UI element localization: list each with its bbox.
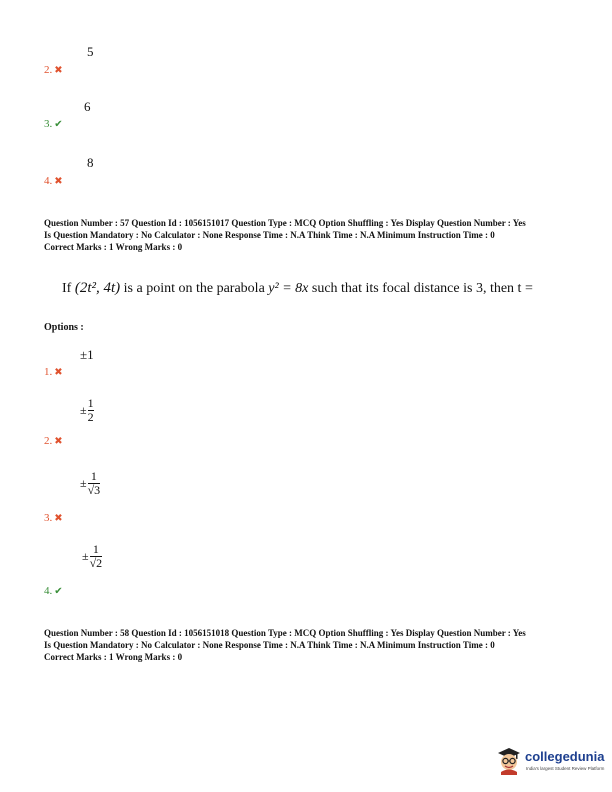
option-number-label: 4. [44, 585, 53, 597]
plus-minus: ± [80, 403, 87, 417]
option-value [80, 397, 94, 424]
marks-line: Correct Marks : 1 Wrong Marks : 0 [44, 242, 183, 252]
question-mid: is a point on the parabola [123, 281, 265, 296]
numerator: 1 [90, 469, 97, 483]
question-meta [44, 217, 584, 253]
option-number-label: 3. [44, 118, 53, 130]
fraction [88, 470, 101, 497]
question-equation: y² = 8x [268, 281, 309, 296]
option-value [82, 543, 102, 570]
denominator: √3 [87, 483, 101, 497]
numerator: 1 [92, 542, 99, 556]
collegedunia-logo [494, 743, 608, 779]
brand-name: collegedunia [525, 749, 605, 764]
question-point: (2t², 4t) [74, 280, 121, 296]
numerator: 1 [87, 396, 94, 410]
plus-minus: ± [80, 347, 88, 362]
cross-icon: ✖ [54, 513, 63, 524]
denominator: √2 [89, 556, 103, 570]
option-value: 5 [87, 44, 94, 59]
fraction [88, 397, 94, 424]
check-icon: ✔ [54, 586, 63, 597]
meta-line-1: Question Number : 58 Question Id : 1056151018 Question Type : MCQ Option Shuffling : Yes Display Question Number : Yes [44, 628, 526, 638]
plus-minus: ± [82, 549, 89, 563]
option-value [80, 470, 100, 497]
option-number [44, 512, 63, 524]
option-number [44, 118, 63, 130]
option-value: 8 [87, 155, 94, 170]
question-text [62, 280, 533, 297]
option-number [44, 366, 63, 378]
question-suffix: such that its focal distance is 3, then t = [311, 281, 533, 296]
option-number-label: 1. [44, 366, 53, 378]
options-label: Options : [44, 322, 84, 333]
mascot-icon [494, 745, 524, 775]
denominator: 2 [87, 410, 94, 424]
brand-tagline: India's largest Student Review Platform [526, 766, 605, 771]
fraction [90, 543, 103, 570]
option-number [44, 585, 63, 597]
meta-line-2: Is Question Mandatory : No Calculator : None Response Time : N.A Think Time : N.A Minimum Instruction Time : 0 [44, 640, 495, 650]
option-main: 1 [87, 347, 94, 362]
option-value: 6 [84, 99, 91, 114]
cross-icon: ✖ [54, 367, 63, 378]
meta-line-1: Question Number : 57 Question Id : 1056151017 Question Type : MCQ Option Shuffling : Yes Display Question Number : Yes [44, 218, 526, 228]
option-number-label: 4. [44, 175, 53, 187]
option-number [44, 64, 63, 76]
option-value [80, 347, 94, 363]
check-icon: ✔ [54, 119, 63, 130]
question-prefix: If [62, 281, 72, 296]
meta-line-2: Is Question Mandatory : No Calculator : None Response Time : N.A Think Time : N.A Minimum Instruction Time : 0 [44, 230, 495, 240]
option-number [44, 175, 63, 187]
option-number-label: 2. [44, 64, 53, 76]
option-number [44, 435, 63, 447]
marks-line: Correct Marks : 1 Wrong Marks : 0 [44, 652, 183, 662]
cross-icon: ✖ [54, 65, 63, 76]
option-number-label: 3. [44, 512, 53, 524]
option-number-label: 2. [44, 435, 53, 447]
question-meta [44, 627, 584, 663]
cross-icon: ✖ [54, 176, 63, 187]
cross-icon: ✖ [54, 436, 63, 447]
plus-minus: ± [80, 476, 87, 490]
